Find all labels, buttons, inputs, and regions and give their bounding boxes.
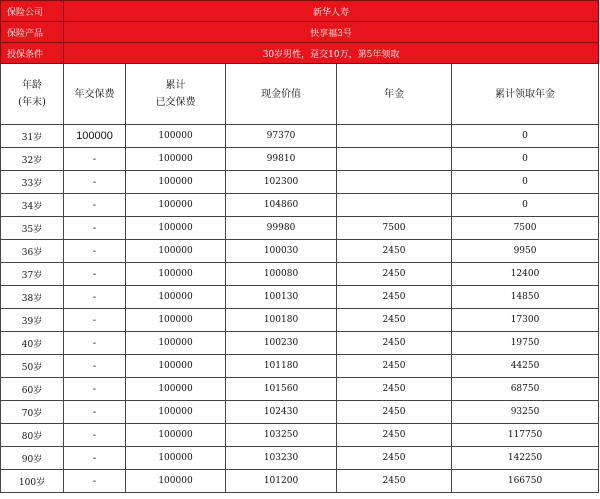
age-cell: 100岁 [1, 470, 64, 493]
cumulative-annuity-cell: 68750 [452, 378, 599, 401]
annual-premium-cell: - [64, 447, 126, 470]
cash-value-cell: 100230 [226, 332, 337, 355]
cumulative-paid-cell: 100000 [126, 171, 226, 194]
table-row [1, 148, 599, 171]
product-row [1, 22, 599, 43]
cumulative-paid-cell: 100000 [126, 355, 226, 378]
table-row [1, 447, 599, 470]
annual-premium-cell: - [64, 309, 126, 332]
cumulative-annuity-cell: 17300 [452, 309, 599, 332]
table-row [1, 309, 599, 332]
annual-premium-cell: - [64, 240, 126, 263]
cumulative-annuity-cell: 0 [452, 148, 599, 171]
annual-premium-cell: - [64, 148, 126, 171]
annual-premium-cell: - [64, 194, 126, 217]
cumulative-paid-cell: 100000 [126, 447, 226, 470]
annual-premium-cell: - [64, 470, 126, 493]
cumulative-annuity-cell: 0 [452, 171, 599, 194]
cumulative-annuity-header: 累计领取年金 [452, 64, 599, 125]
age-header-line1: 年龄 [22, 80, 42, 91]
condition-row [1, 43, 599, 64]
cumulative-paid-cell: 100000 [126, 470, 226, 493]
table-row [1, 240, 599, 263]
cumulative-annuity-cell: 12400 [452, 263, 599, 286]
cumulative-paid-cell: 100000 [126, 332, 226, 355]
cash-value-cell: 104860 [226, 194, 337, 217]
cash-value-cell: 101560 [226, 378, 337, 401]
column-header-row [1, 64, 599, 125]
annual-premium-cell: - [64, 401, 126, 424]
cash-value-cell: 102430 [226, 401, 337, 424]
cumulative-paid-header-line1: 累计 [165, 80, 186, 91]
company-label: 保险公司 [1, 1, 64, 22]
condition-label: 投保条件 [1, 43, 64, 64]
age-cell: 35岁 [1, 217, 64, 240]
company-value: 新华人寿 [64, 1, 599, 22]
annuity-cell: 2450 [337, 286, 452, 309]
cash-value-cell: 101180 [226, 355, 337, 378]
age-cell: 80岁 [1, 424, 64, 447]
annuity-cell: 2450 [337, 401, 452, 424]
table-row [1, 286, 599, 309]
product-label: 保险产品 [1, 22, 64, 43]
cash-value-cell: 103250 [226, 424, 337, 447]
annuity-cell [337, 171, 452, 194]
annual-premium-cell: - [64, 217, 126, 240]
age-cell: 33岁 [1, 171, 64, 194]
annuity-cell: 2450 [337, 424, 452, 447]
table-row [1, 470, 599, 493]
annuity-cell: 2450 [337, 355, 452, 378]
table-row [1, 332, 599, 355]
age-cell: 38岁 [1, 286, 64, 309]
annual-premium-cell: - [64, 263, 126, 286]
cumulative-paid-cell: 100000 [126, 148, 226, 171]
cumulative-paid-header [126, 64, 226, 125]
annuity-cell [337, 125, 452, 148]
cumulative-annuity-cell: 0 [452, 125, 599, 148]
cumulative-paid-cell: 100000 [126, 401, 226, 424]
cumulative-paid-cell: 100000 [126, 125, 226, 148]
cash-value-header: 现金价值 [226, 64, 337, 125]
cash-value-cell: 99810 [226, 148, 337, 171]
cumulative-paid-cell: 100000 [126, 240, 226, 263]
cumulative-annuity-cell: 93250 [452, 401, 599, 424]
age-cell: 39岁 [1, 309, 64, 332]
cumulative-paid-cell: 100000 [126, 263, 226, 286]
age-cell: 70岁 [1, 401, 64, 424]
cash-value-cell: 100030 [226, 240, 337, 263]
annual-premium-cell: 100000 [64, 125, 126, 148]
cumulative-annuity-cell: 14850 [452, 286, 599, 309]
age-header [1, 64, 64, 125]
cumulative-annuity-cell: 19750 [452, 332, 599, 355]
annuity-cell: 2450 [337, 332, 452, 355]
cash-value-cell: 97370 [226, 125, 337, 148]
table-row [1, 194, 599, 217]
age-header-line2: (年末) [18, 97, 46, 108]
benefit-table-body [1, 1, 599, 493]
cumulative-paid-cell: 100000 [126, 286, 226, 309]
cumulative-annuity-cell: 142250 [452, 447, 599, 470]
table-row [1, 378, 599, 401]
cumulative-annuity-cell: 166750 [452, 470, 599, 493]
condition-value: 30岁男性，趸交10万，第5年领取 [64, 43, 599, 64]
age-cell: 36岁 [1, 240, 64, 263]
cash-value-cell: 101200 [226, 470, 337, 493]
cash-value-cell: 100130 [226, 286, 337, 309]
cumulative-annuity-cell: 7500 [452, 217, 599, 240]
cumulative-annuity-cell: 9950 [452, 240, 599, 263]
age-cell: 60岁 [1, 378, 64, 401]
cumulative-annuity-cell: 44250 [452, 355, 599, 378]
annual-premium-cell: - [64, 355, 126, 378]
company-row [1, 1, 599, 22]
table-row [1, 171, 599, 194]
table-row [1, 217, 599, 240]
table-row [1, 401, 599, 424]
annual-premium-cell: - [64, 286, 126, 309]
annuity-cell: 2450 [337, 240, 452, 263]
cash-value-cell: 103230 [226, 447, 337, 470]
cumulative-paid-header-line2: 已交保费 [155, 97, 196, 108]
cash-value-cell: 99980 [226, 217, 337, 240]
age-cell: 32岁 [1, 148, 64, 171]
annuity-cell: 2450 [337, 378, 452, 401]
cumulative-paid-cell: 100000 [126, 194, 226, 217]
cumulative-paid-cell: 100000 [126, 217, 226, 240]
annuity-cell: 7500 [337, 217, 452, 240]
cash-value-cell: 100180 [226, 309, 337, 332]
table-row [1, 424, 599, 447]
table-row [1, 125, 599, 148]
table-row [1, 263, 599, 286]
annual-premium-header: 年交保费 [64, 64, 126, 125]
annual-premium-cell: - [64, 424, 126, 447]
annuity-cell: 2450 [337, 263, 452, 286]
cumulative-annuity-cell: 117750 [452, 424, 599, 447]
age-cell: 37岁 [1, 263, 64, 286]
cumulative-paid-cell: 100000 [126, 378, 226, 401]
annuity-cell [337, 148, 452, 171]
annuity-cell [337, 194, 452, 217]
annuity-header: 年金 [337, 64, 452, 125]
annual-premium-cell: - [64, 332, 126, 355]
cumulative-paid-cell: 100000 [126, 424, 226, 447]
annuity-cell: 2450 [337, 309, 452, 332]
annuity-cell: 2450 [337, 447, 452, 470]
cash-value-cell: 100080 [226, 263, 337, 286]
age-cell: 90岁 [1, 447, 64, 470]
annuity-cell: 2450 [337, 470, 452, 493]
annual-premium-cell: - [64, 171, 126, 194]
age-cell: 34岁 [1, 194, 64, 217]
cumulative-annuity-cell: 0 [452, 194, 599, 217]
age-cell: 31岁 [1, 125, 64, 148]
table-row [1, 355, 599, 378]
cash-value-cell: 102300 [226, 171, 337, 194]
product-value: 快享福3号 [64, 22, 599, 43]
annual-premium-cell: - [64, 378, 126, 401]
cumulative-paid-cell: 100000 [126, 309, 226, 332]
age-cell: 50岁 [1, 355, 64, 378]
age-cell: 40岁 [1, 332, 64, 355]
